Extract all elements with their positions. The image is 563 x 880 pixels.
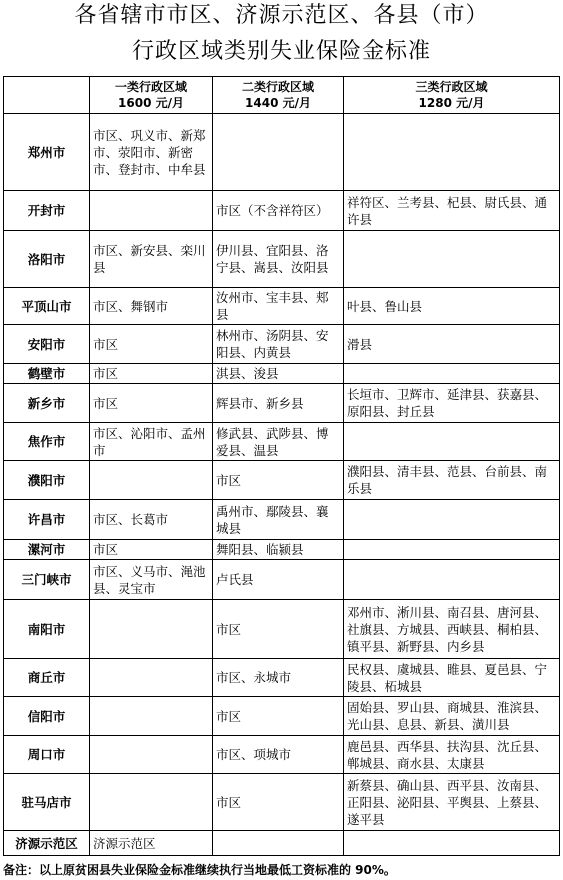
class-2-cell: 卢氏县 xyxy=(213,560,344,600)
city-cell: 商丘市 xyxy=(4,659,90,697)
class-2-cell: 舞阳县、临颍县 xyxy=(213,540,344,560)
page-subtitle: 行政区域类别失业保险金标准 xyxy=(131,39,431,64)
table-row xyxy=(4,659,560,697)
class-3-cell: 新蔡县、确山县、西平县、汝南县、正阳县、泌阳县、平舆县、上蔡县、遂平县 xyxy=(344,774,560,831)
class-3-cell xyxy=(344,114,560,191)
table-row xyxy=(4,600,560,659)
city-cell: 许昌市 xyxy=(4,500,90,540)
class-2-cell: 市区、项城市 xyxy=(213,736,344,774)
city-cell: 洛阳市 xyxy=(4,231,90,288)
class-2-cell: 辉县市、新乡县 xyxy=(213,384,344,423)
class-3-cell xyxy=(344,423,560,461)
header-class-2-name: 二类行政区域 xyxy=(241,80,314,94)
table-row xyxy=(4,325,560,364)
header-class-3-name: 三类行政区域 xyxy=(415,80,488,94)
class-1-cell xyxy=(90,461,213,500)
class-1-cell: 市区 xyxy=(90,325,213,364)
class-2-cell: 禹州市、鄢陵县、襄城县 xyxy=(213,500,344,540)
city-cell: 信阳市 xyxy=(4,697,90,736)
city-cell: 安阳市 xyxy=(4,325,90,364)
class-3-cell xyxy=(344,540,560,560)
table-row xyxy=(4,560,560,600)
page-title: 各省辖市市区、济源示范区、各县（市） xyxy=(74,3,489,28)
city-cell: 漯河市 xyxy=(4,540,90,560)
class-1-cell xyxy=(90,736,213,774)
class-1-cell xyxy=(90,774,213,831)
class-1-cell: 市区 xyxy=(90,384,213,423)
table-row xyxy=(4,384,560,423)
table-row xyxy=(4,500,560,540)
city-cell: 济源示范区 xyxy=(4,831,90,856)
class-1-cell xyxy=(90,659,213,697)
class-3-cell: 鹿邑县、西华县、扶沟县、沈丘县、郸城县、商水县、太康县 xyxy=(344,736,560,774)
class-1-cell: 济源示范区 xyxy=(90,831,213,856)
class-3-cell xyxy=(344,231,560,288)
class-3-cell xyxy=(344,364,560,384)
class-3-cell: 滑县 xyxy=(344,325,560,364)
header-class-1-rate: 1600 元/月 xyxy=(118,96,184,110)
table-row xyxy=(4,540,560,560)
class-2-cell xyxy=(213,114,344,191)
class-2-cell: 伊川县、宜阳县、洛宁县、嵩县、汝阳县 xyxy=(213,231,344,288)
city-cell: 周口市 xyxy=(4,736,90,774)
header-class-2 xyxy=(213,77,344,114)
city-cell: 平顶山市 xyxy=(4,288,90,325)
class-3-cell: 民权县、虞城县、睢县、夏邑县、宁陵县、柘城县 xyxy=(344,659,560,697)
header-class-1 xyxy=(90,77,213,114)
table-row xyxy=(4,114,560,191)
class-3-cell xyxy=(344,831,560,856)
class-1-cell: 市区、舞钢市 xyxy=(90,288,213,325)
class-3-cell xyxy=(344,500,560,540)
class-1-cell: 市区、义马市、渑池县、灵宝市 xyxy=(90,560,213,600)
table-row xyxy=(4,423,560,461)
class-3-cell: 叶县、鲁山县 xyxy=(344,288,560,325)
class-2-cell: 市区 xyxy=(213,697,344,736)
class-1-cell: 市区、新安县、栾川县 xyxy=(90,231,213,288)
class-1-cell: 市区、巩义市、新郑市、荥阳市、新密市、登封市、中牟县 xyxy=(90,114,213,191)
class-1-cell: 市区、长葛市 xyxy=(90,500,213,540)
class-2-cell: 林州市、汤阴县、安阳县、内黄县 xyxy=(213,325,344,364)
city-cell: 焦作市 xyxy=(4,423,90,461)
class-3-cell: 祥符区、兰考县、杞县、尉氏县、通许县 xyxy=(344,191,560,231)
city-cell: 新乡市 xyxy=(4,384,90,423)
table-row xyxy=(4,461,560,500)
class-1-cell xyxy=(90,191,213,231)
header-row xyxy=(4,77,560,114)
header-class-3-rate: 1280 元/月 xyxy=(418,96,485,110)
class-1-cell: 市区 xyxy=(90,364,213,384)
class-1-cell: 市区、沁阳市、孟州市 xyxy=(90,423,213,461)
class-3-cell xyxy=(344,560,560,600)
table-row xyxy=(4,231,560,288)
table-row xyxy=(4,736,560,774)
class-2-cell: 修武县、武陟县、博爱县、温县 xyxy=(213,423,344,461)
class-1-cell: 市区 xyxy=(90,540,213,560)
footnote: 备注：以上原贫困县失业保险金标准继续执行当地最低工资标准的 90%。 xyxy=(3,863,396,877)
table-row xyxy=(4,697,560,736)
city-cell: 鹤壁市 xyxy=(4,364,90,384)
table-row xyxy=(4,831,560,856)
header-class-3 xyxy=(344,77,560,114)
class-2-cell: 市区 xyxy=(213,774,344,831)
class-2-cell: 淇县、浚县 xyxy=(213,364,344,384)
header-class-1-name: 一类行政区域 xyxy=(114,80,187,94)
class-2-cell: 市区 xyxy=(213,461,344,500)
table-row xyxy=(4,774,560,831)
table-row xyxy=(4,364,560,384)
header-class-2-rate: 1440 元/月 xyxy=(245,96,311,110)
class-2-cell: 市区（不含祥符区） xyxy=(213,191,344,231)
class-2-cell: 市区 xyxy=(213,600,344,659)
class-2-cell: 市区、永城市 xyxy=(213,659,344,697)
class-3-cell: 邓州市、淅川县、南召县、唐河县、社旗县、方城县、西峡县、桐柏县、镇平县、新野县、内乡县 xyxy=(344,600,560,659)
table-row xyxy=(4,288,560,325)
city-cell: 郑州市 xyxy=(4,114,90,191)
class-3-cell: 固始县、罗山县、商城县、淮滨县、光山县、息县、新县、潢川县 xyxy=(344,697,560,736)
class-3-cell: 濮阳县、清丰县、范县、台前县、南乐县 xyxy=(344,461,560,500)
city-cell: 南阳市 xyxy=(4,600,90,659)
city-cell: 濮阳市 xyxy=(4,461,90,500)
class-1-cell xyxy=(90,697,213,736)
class-3-cell: 长垣市、卫辉市、延津县、获嘉县、原阳县、封丘县 xyxy=(344,384,560,423)
standards-table xyxy=(3,76,560,856)
header-corner xyxy=(4,77,90,114)
table-row xyxy=(4,191,560,231)
class-2-cell xyxy=(213,831,344,856)
city-cell: 开封市 xyxy=(4,191,90,231)
class-1-cell xyxy=(90,600,213,659)
city-cell: 三门峡市 xyxy=(4,560,90,600)
city-cell: 驻马店市 xyxy=(4,774,90,831)
class-2-cell: 汝州市、宝丰县、郏县 xyxy=(213,288,344,325)
